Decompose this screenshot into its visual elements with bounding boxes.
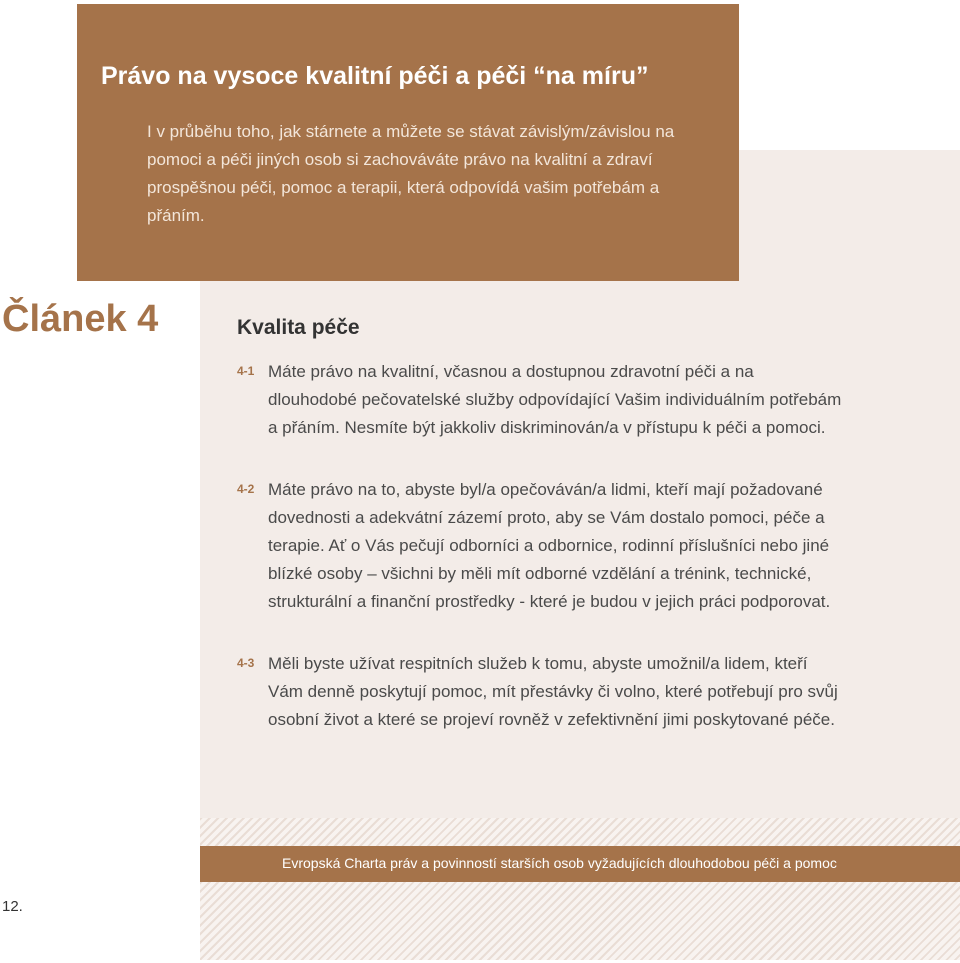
item-text: Máte právo na kvalitní, včasnou a dostupnou zdravotní péči a na dlouhodobé pečovatelské služby odpovídající Vašim individuálním potřebám a přáním. Nesmíte být jakkoliv diskriminován/a v přístupu k péči a pomoci. — [268, 362, 842, 437]
intro-text: I v průběhu toho, jak stárnete a můžete se stávat závislým/závislou na pomoci a péči jiných osob si zachováváte právo na kvalitní a zdraví prospěšnou péči, pomoc a terapii, která odpovídá vašim potřebám a přáním. — [147, 122, 675, 225]
item-number: 4-1 — [237, 364, 255, 378]
article-label: Článek 4 — [2, 298, 159, 340]
hatch-band-bottom — [200, 882, 960, 960]
item-number: 4-2 — [237, 482, 255, 496]
page-number: 12. — [2, 898, 23, 915]
list-item — [237, 476, 847, 616]
item-text: Měli byste užívat respitních služeb k tomu, abyste umožnil/a lidem, kteří Vám denně poskytují pomoc, mít přestávky či volno, které potřebují pro svůj osobní život a které se projeví rovněž v zefektivnění jimi poskytované péče. — [268, 654, 838, 729]
footer-title: Evropská Charta práv a povinností starších osob vyžadujících dlouhodobou péči a pomoc — [282, 855, 837, 871]
footer-bar — [200, 846, 960, 882]
hatch-band-top — [200, 818, 960, 846]
intro-title: Právo na vysoce kvalitní péči a péči “na míru” — [101, 62, 649, 90]
item-number: 4-3 — [237, 656, 255, 670]
list-item — [237, 358, 847, 442]
list-item — [237, 650, 847, 734]
item-text: Máte právo na to, abyste byl/a opečováván/a lidmi, kteří mají požadované dovednosti a adekvátní zázemí proto, aby se Vám dostalo pomoci, péče a terapie. Ať o Vás pečují odborníci a odbornice, rodinní příslušníci nebo jiné blízké osoby – všichni by měli mít odborné vzdělání a trénink, technické, strukturální a finanční prostředky - které je budou v jejich práci podporovat. — [268, 480, 831, 611]
section-heading: Kvalita péče — [237, 316, 360, 339]
intro-box — [77, 4, 739, 281]
